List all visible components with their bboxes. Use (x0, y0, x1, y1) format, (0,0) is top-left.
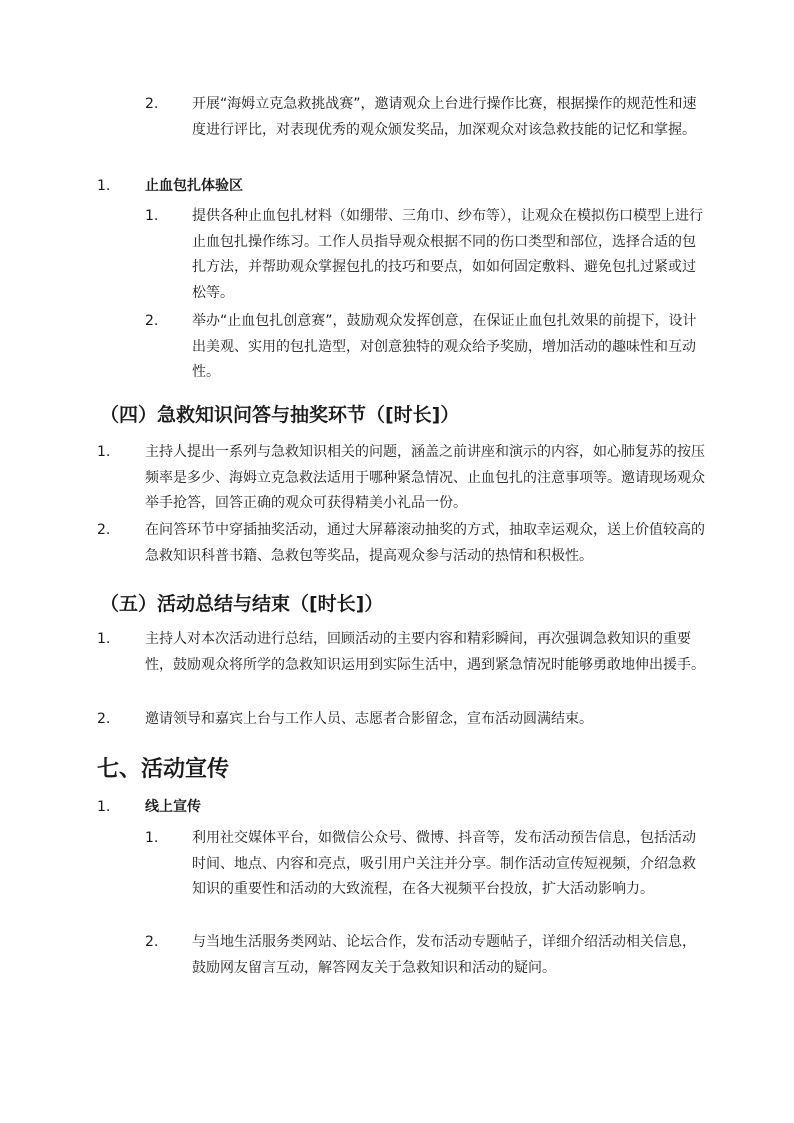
list-number: 2. (145, 934, 159, 950)
list-item-text: 主持人对本次活动进行总结，回顾活动的主要内容和精彩瞬间，再次强调急救知识的重要性，鼓励观众将所学的急救知识运用到实际生活中，遇到紧急情况时能够勇敢地伸出援手。 (145, 631, 705, 673)
list-number: 2. (97, 522, 111, 538)
list-item-text: 主持人提出一系列与急救知识相关的问题，涵盖之前讲座和演示的内容，如心肺复苏的按压频率是多少、海姆立克急救法适用于哪种紧急情况、止血包扎的注意事项等。邀请现场观众举手抢答，回答正确的观众可获得精美小礼品一份。 (145, 444, 705, 511)
list-number: 1. (97, 178, 111, 194)
list-number: 1. (97, 631, 111, 647)
list-item-text: 邀请领导和嘉宾上台与工作人员、志愿者合影留念，宣布活动圆满结束。 (145, 711, 593, 727)
section-heading-summary: （五）活动总结与结束（[时长]） (100, 593, 384, 615)
list-number: 2. (145, 96, 159, 112)
list-item-text: 利用社交媒体平台，如微信公众号、微博、抖音等，发布活动预告信息，包括活动时间、地点、内容和亮点，吸引用户关注并分享。制作活动宣传短视频，介绍急救知识的重要性和活动的大致流程，在各大视频平台投放，扩大活动影响力。 (192, 830, 696, 897)
list-number: 2. (97, 711, 111, 727)
list-number: 1. (145, 208, 159, 224)
list-number: 1. (97, 444, 111, 460)
list-item-text: 开展“海姆立克急救挑战赛”，邀请观众上台进行操作比赛，根据操作的规范性和速度进行评比，对表现优秀的观众颁发奖品，加深观众对该急救技能的记忆和掌握。 (192, 96, 697, 138)
section-item-title: 止血包扎体验区 (145, 178, 243, 194)
chapter-heading-promotion: 七、活动宣传 (97, 757, 230, 782)
list-number: 1. (97, 799, 111, 815)
section-item-title: 线上宣传 (145, 799, 201, 815)
list-item-text: 举办“止血包扎创意赛”，鼓励观众发挥创意，在保证止血包扎效果的前提下，设计出美观、实用的包扎造型，对创意独特的观众给予奖励，增加活动的趣味性和互动性。 (192, 313, 697, 380)
list-item-text: 提供各种止血包扎材料（如绷带、三角巾、纱布等），让观众在模拟伤口模型上进行止血包扎操作练习。工作人员指导观众根据不同的伤口类型和部位，选择合适的包扎方法，并帮助观众掌握包扎的技巧和要点，如如何固定敷料、避免包扎过紧或过松等。 (192, 208, 703, 301)
section-heading-qa: （四）急救知识问答与抽奖环节（[时长]） (100, 404, 460, 426)
list-number: 2. (145, 313, 159, 329)
list-item-text: 与当地生活服务类网站、论坛合作，发布活动专题帖子，详细介绍活动相关信息，鼓励网友留言互动，解答网友关于急救知识和活动的疑问。 (192, 934, 696, 976)
list-number: 1. (145, 830, 159, 846)
list-item-text: 在问答环节中穿插抽奖活动，通过大屏幕滚动抽奖的方式，抽取幸运观众，送上价值较高的急救知识科普书籍、急救包等奖品，提高观众参与活动的热情和积极性。 (145, 522, 705, 564)
